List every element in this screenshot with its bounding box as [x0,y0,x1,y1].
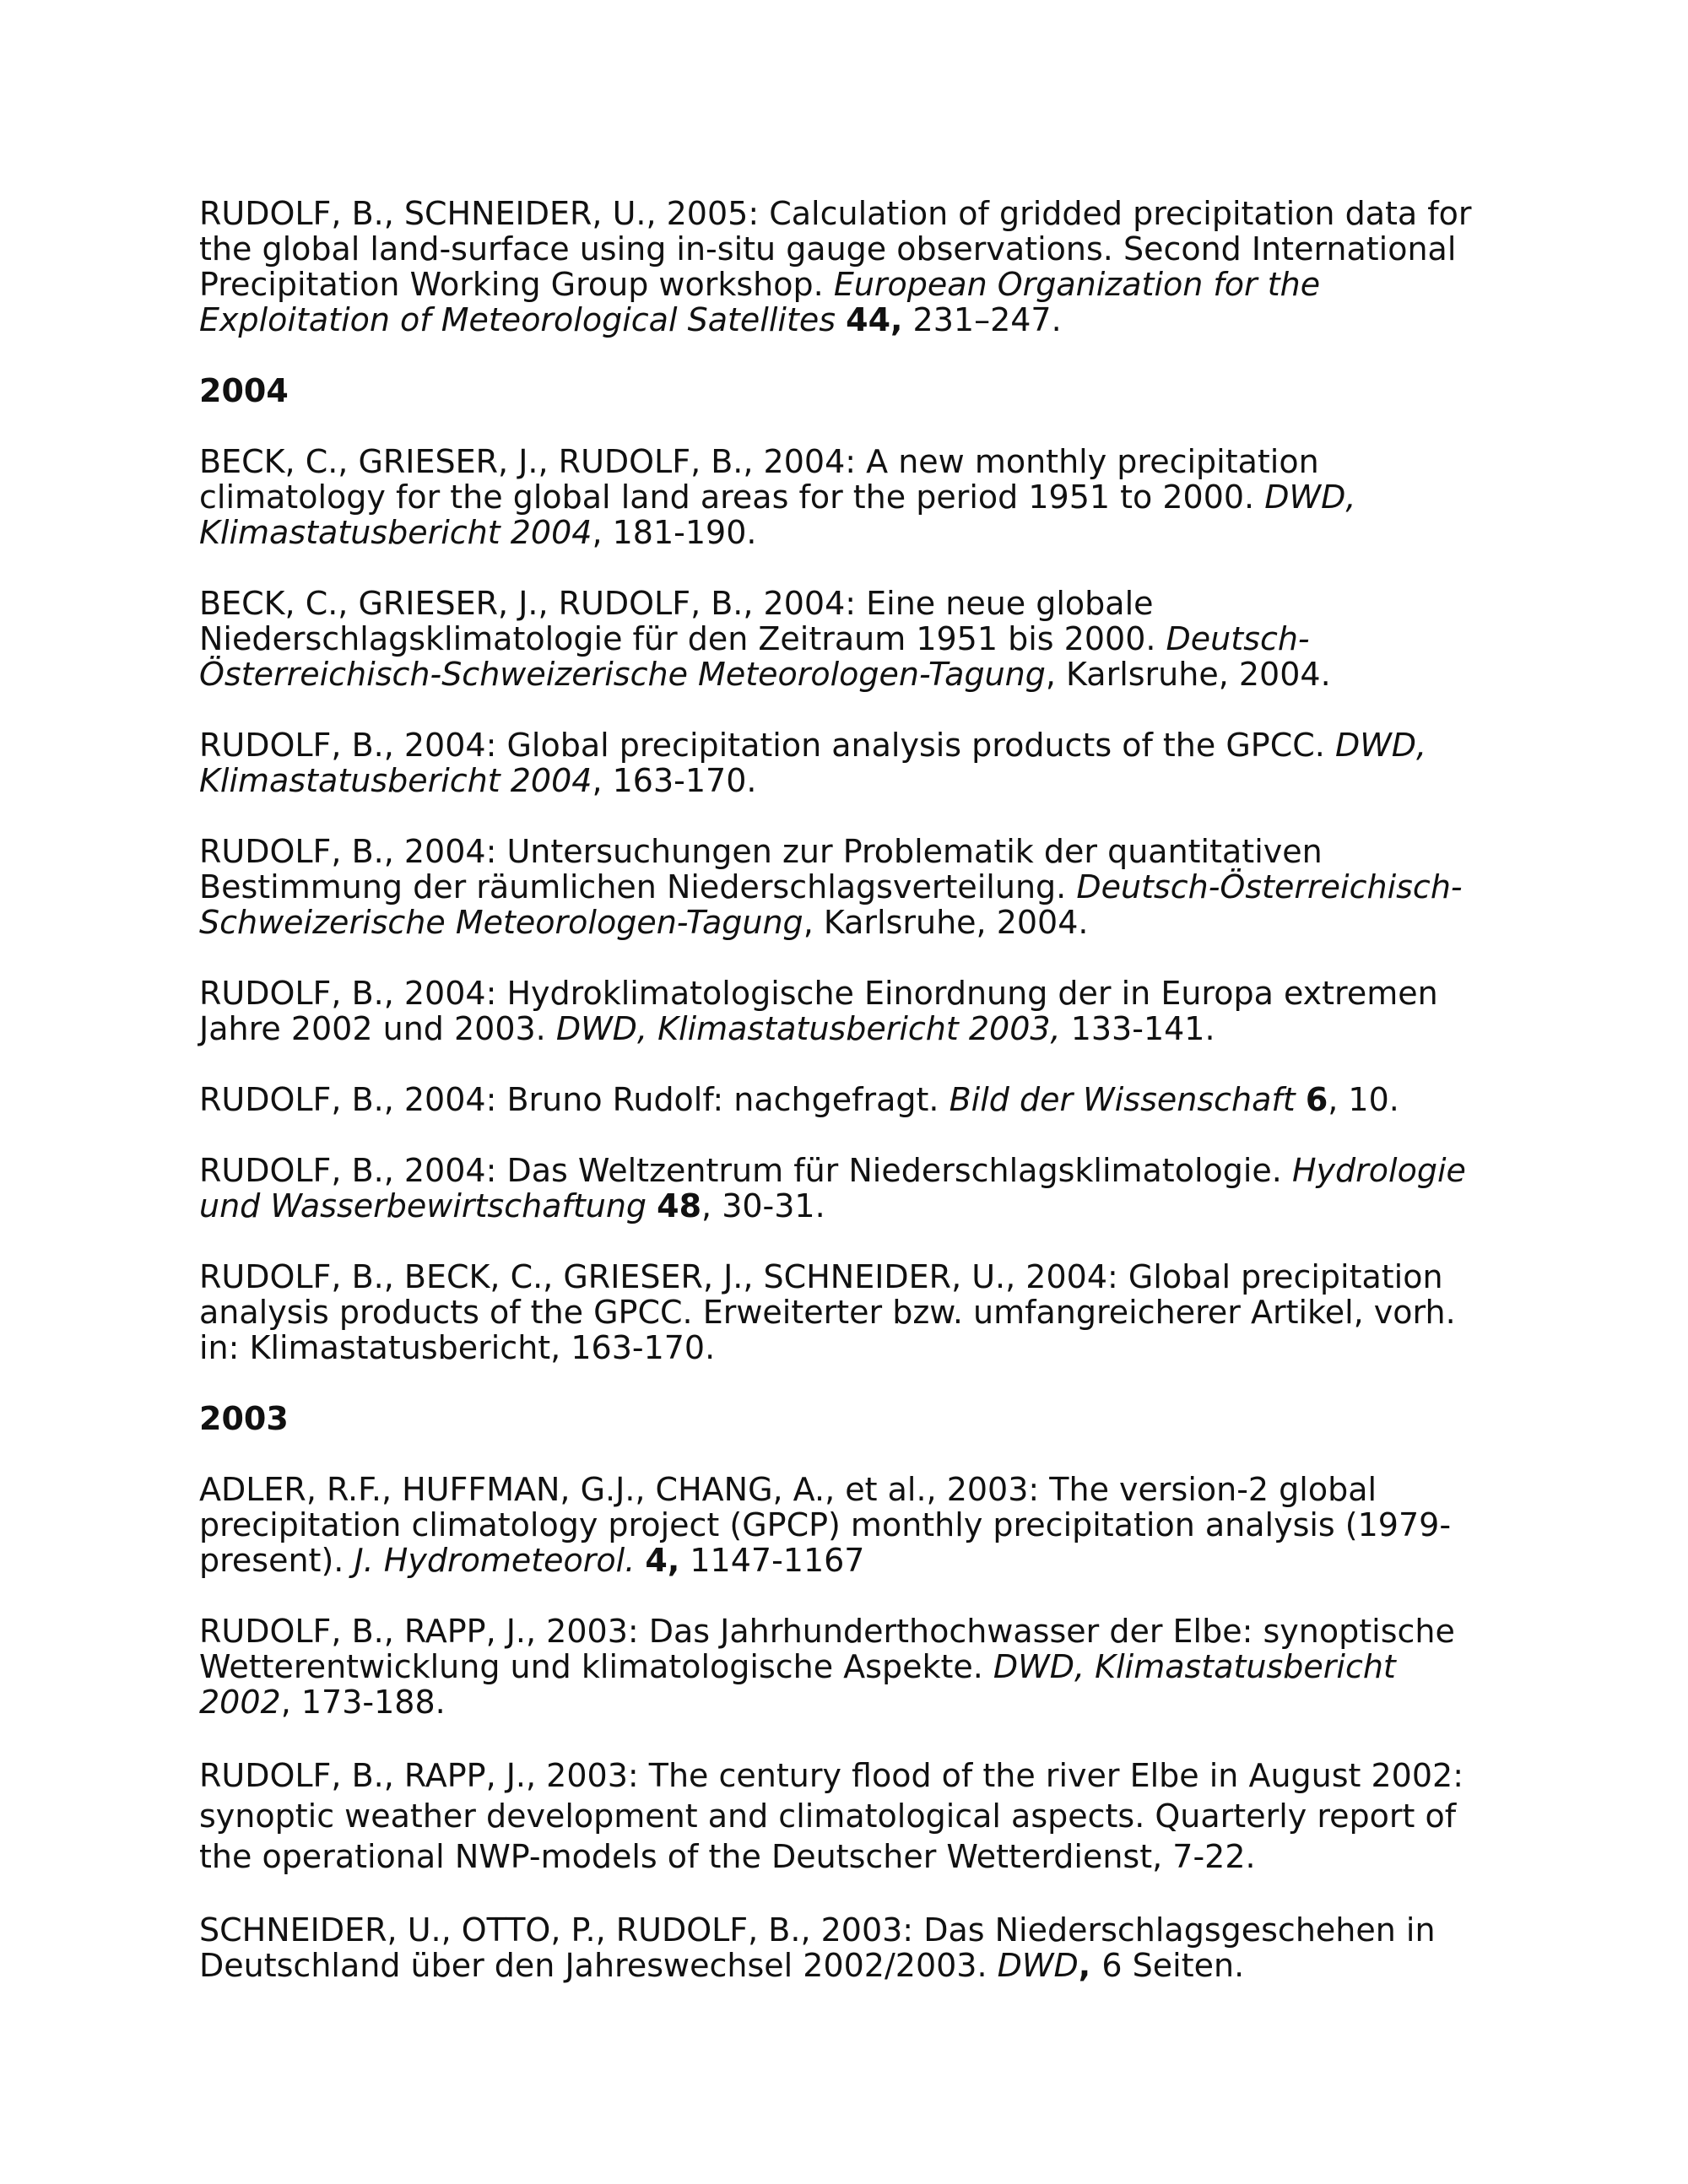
entry-text: RUDOLF, B., RAPP, J., 2003: Das Jahrhunderthochwasser der Elbe: synoptische Wetterentwicklung und klimatologische Aspekte. [199,1613,1455,1685]
volume-number: 4, [645,1542,680,1579]
reference-entry [199,1614,1491,1720]
entry-text [836,301,846,338]
section-2003 [199,1401,1491,1983]
journal-title: Deutsch-Österreichisch-Schweizerische Meteorologen-Tagung [199,868,1463,941]
entry-text: 231–247. [902,301,1062,338]
reference-entry [199,1755,1491,1877]
entry-text [1296,1081,1306,1118]
entry-text: , 173-188. [280,1684,446,1721]
journal-title: DWD [997,1947,1079,1984]
journal-title: J. Hydrometeorol. [354,1542,636,1579]
entry-text: RUDOLF, B., 2004: Global precipitation analysis products of the GPCC. [199,727,1335,764]
volume-number: 44, [846,301,903,338]
journal-title: Bild der Wissenschaft [949,1081,1296,1118]
entry-text: RUDOLF, B., 2004: Das Weltzentrum für Niederschlagsklimatologie. [199,1152,1292,1189]
entry-text [635,1542,645,1579]
reference-entry [199,976,1491,1046]
entry-text: SCHNEIDER, U., OTTO, P., RUDOLF, B., 2003: Das Niederschlagsgeschehen in Deutschland über den Jahreswechsel 2002/2003. [199,1911,1436,1984]
entry-text: , 30-31. [701,1187,825,1224]
journal-title: European Organization for the Exploitation of Meteorological Satellites [199,266,1321,338]
reference-entry [199,1082,1491,1117]
entry-text: , 163-170. [592,762,757,799]
volume-number: 6 [1305,1081,1328,1118]
entry-text: BECK, C., GRIESER, J., RUDOLF, B., 2004: A new monthly precipitation climatology for the global land areas for the period 1951 to 2000. [199,443,1319,516]
volume-number: 48 [657,1187,702,1224]
reference-entry [199,1472,1491,1578]
journal-title: DWD, Klimastatusbericht 2003, [555,1010,1061,1047]
publication-list [199,196,1491,2019]
entry-text: 133-141. [1060,1010,1215,1047]
entry-text: , Karlsruhe, 2004. [1045,656,1331,693]
reference-entry [199,444,1491,550]
entry-text: RUDOLF, B., 2004: Untersuchungen zur Problematik der quantitativen Bestimmung der räumlichen Niederschlagsverteilung. [199,833,1323,905]
reference-entry [199,1912,1491,1983]
entry-text: ADLER, R.F., HUFFMAN, G.J., CHANG, A., et al., 2003: The version-2 global precipitation climatology project (GPCP) monthly precipitation analysis (1979-present). [199,1471,1452,1579]
journal-title: DWD, Klimastatusbericht 2002 [199,1648,1396,1721]
year-heading: 2003 [199,1400,289,1437]
entry-text: BECK, C., GRIESER, J., RUDOLF, B., 2004: Eine neue globale Niederschlagsklimatologie für den Zeitraum 1951 bis 2000. [199,585,1166,657]
separator: , [1078,1947,1102,1984]
journal-title: Deutsch-Österreichisch-Schweizerische Meteorologen-Tagung [199,620,1310,693]
journal-title: Hydrologie und Wasserbewirtschaftung [199,1152,1466,1224]
year-heading: 2004 [199,372,289,409]
reference-entry [199,834,1491,940]
entry-text: RUDOLF, B., BECK, C., GRIESER, J., SCHNEIDER, U., 2004: Global precipitation analysis products of the GPCC. Erweiterter bzw. umfangreicherer Artikel, vorh. in: Klimastatusbericht, 163-170. [199,1258,1456,1366]
reference-entry [199,196,1491,338]
entry-text: 1147-1167 [679,1542,865,1579]
entry-text: , Karlsruhe, 2004. [803,904,1089,941]
reference-entry [199,1259,1491,1365]
entry-text: 6 Seiten. [1101,1947,1245,1984]
entry-text: RUDOLF, B., 2004: Bruno Rudolf: nachgefragt. [199,1081,950,1118]
entry-text: , 10. [1328,1081,1399,1118]
entry-text: RUDOLF, B., SCHNEIDER, U., 2005: Calculation of gridded precipitation data for the global land-surface using in-situ gauge observations. Second International Precipitation Working Group workshop. [199,195,1472,303]
reference-entry [199,727,1491,798]
entry-text: , 181-190. [592,514,757,551]
section-2005 [199,196,1491,338]
entry-text [647,1187,657,1224]
section-2004 [199,373,1491,1365]
reference-entry [199,1153,1491,1224]
entry-text: RUDOLF, B., RAPP, J., 2003: The century flood of the river Elbe in August 2002: synoptic weather development and climatological aspects. Quarterly report of the operational NWP-models of the Deutscher Wetterdienst, 7-22. [199,1757,1464,1875]
journal-title: DWD, Klimastatusbericht 2004 [199,727,1427,799]
reference-entry [199,586,1491,692]
entry-text: RUDOLF, B., 2004: Hydroklimatologische Einordnung der in Europa extremen Jahre 2002 und 2003. [199,975,1438,1047]
journal-title: DWD, Klimastatusbericht 2004 [199,478,1356,551]
